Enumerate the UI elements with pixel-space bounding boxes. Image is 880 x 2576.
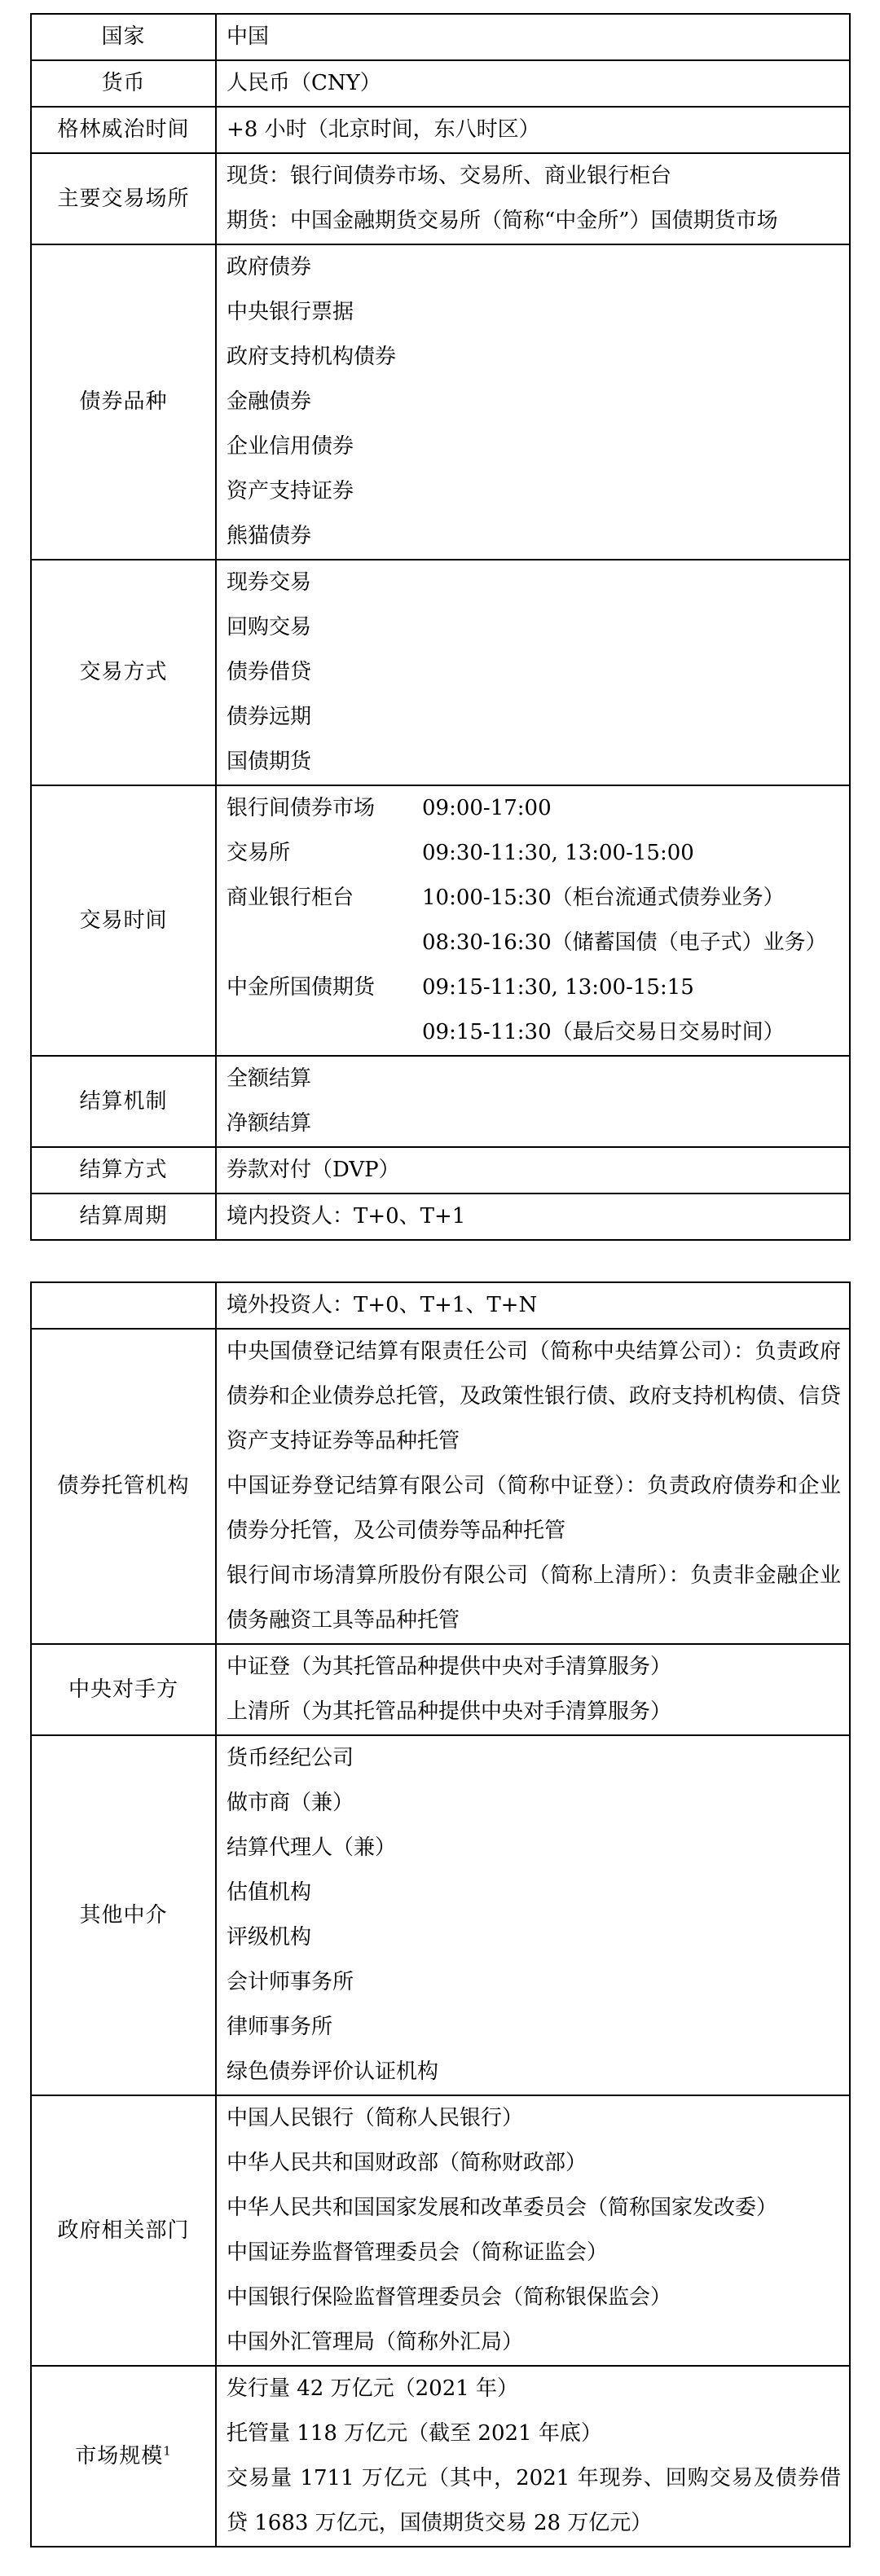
row-venues: [31, 153, 850, 244]
market-size-values: [216, 2366, 850, 2547]
market-name: 商业银行柜台: [227, 886, 354, 910]
list-item: 结算代理人（兼）: [227, 1835, 397, 1860]
government-label: 政府相关部门: [31, 2095, 216, 2366]
list-item: 中华人民共和国财政部（简称财政部）: [227, 2151, 587, 2175]
gmt-label: 格林威治时间: [31, 107, 216, 153]
list-item: 净额结算: [227, 1111, 312, 1136]
currency-value: 人民币（CNY）: [216, 60, 850, 107]
trading-hours-row: [227, 921, 841, 965]
market-time: 09:00-17:00: [422, 796, 552, 820]
row-trading-hours: [31, 785, 850, 1056]
list-item: 托管量 118 万亿元（截至 2021 年底）: [227, 2421, 602, 2446]
list-item: 货币经纪公司: [227, 1746, 354, 1770]
row-trade-methods: [31, 560, 850, 785]
list-item: 回购交易: [227, 615, 312, 640]
list-item: 现货：银行间债券市场、交易所、商业银行柜台: [227, 164, 672, 188]
market-name: [227, 1010, 422, 1055]
trading-hours-row: [227, 831, 841, 876]
market-size-label: 市场规模: [75, 2443, 164, 2468]
row-custody: [31, 1329, 850, 1644]
row-settlement-cycle-cont: [31, 1282, 850, 1329]
country-value: 中国: [216, 14, 850, 60]
settlement-mechanism-label: 结算机制: [31, 1056, 216, 1147]
ccp-values: [216, 1644, 850, 1735]
venues-label: 主要交易场所: [31, 153, 216, 244]
list-item: 政府支持机构债券: [227, 345, 397, 369]
settlement-method-label: 结算方式: [31, 1147, 216, 1193]
settlement-cycle-label: 结算周期: [31, 1193, 216, 1240]
trade-methods-values: [216, 560, 850, 785]
list-item: 估值机构: [227, 1880, 312, 1905]
row-settlement-cycle: [31, 1193, 850, 1240]
row-intermediaries: [31, 1735, 850, 2095]
list-item: 中证登（为其托管品种提供中央对手清算服务）: [227, 1655, 672, 1679]
row-settlement-method: [31, 1147, 850, 1193]
intermediaries-label: 其他中介: [31, 1735, 216, 2095]
market-time: 09:15-11:30, 13:00-15:15: [422, 975, 694, 1000]
market-size-paragraph: 交易量 1711 万亿元（其中，2021 年现券、回购交易及债券借贷 1683 万亿元，国债期货交易 28 万亿元）: [227, 2466, 841, 2535]
list-item: 中国人民银行（简称人民银行）: [227, 2106, 524, 2130]
trading-hours-values: [216, 785, 850, 1056]
footnote-marker: 1: [163, 2442, 172, 2458]
row-country: [31, 14, 850, 60]
settlement-cycle-cont-value: 境外投资人：T+0、T+1、T+N: [216, 1282, 850, 1329]
row-market-size: [31, 2366, 850, 2547]
list-item: 资产支持证券: [227, 479, 354, 503]
list-item: 熊猫债券: [227, 524, 312, 548]
bond-types-label: 债券品种: [31, 244, 216, 560]
list-item: 企业信用债券: [227, 434, 354, 459]
custody-label: 债券托管机构: [31, 1329, 216, 1644]
settlement-cycle-value: 境内投资人：T+0、T+1: [216, 1193, 850, 1240]
market-size-label-cell: [31, 2366, 216, 2547]
market-info-table-1: [30, 13, 851, 1241]
bond-types-values: [216, 244, 850, 560]
row-ccp: [31, 1644, 850, 1735]
trading-hours-row: [227, 786, 841, 831]
list-item: 发行量 42 万亿元（2021 年）: [227, 2376, 519, 2401]
custody-paragraph: 中央国债登记结算有限责任公司（简称中央结算公司）：负责政府债券和企业债券总托管，及政策性银行债、政府支持机构债、信贷资产支持证券等品种托管: [227, 1339, 842, 1453]
list-item: 金融债券: [227, 389, 312, 414]
market-name: 中金所国债期货: [227, 975, 376, 1000]
list-item: 中国证券监督管理委员会（简称证监会）: [227, 2240, 609, 2265]
list-item: 现券交易: [227, 570, 312, 595]
list-item: 债券远期: [227, 705, 312, 729]
list-item: 律师事务所: [227, 2015, 333, 2039]
market-time: 08:30-16:30（储蓄国债（电子式）业务）: [422, 930, 827, 955]
row-gmt: [31, 107, 850, 153]
custody-paragraph: 银行间市场清算所股份有限公司（简称上清所）：负责非金融企业债务融资工具等品种托管: [227, 1563, 841, 1633]
custody-values: [216, 1329, 850, 1644]
government-values: [216, 2095, 850, 2366]
settlement-cycle-cont-label: [31, 1282, 216, 1329]
settlement-mechanism-values: [216, 1056, 850, 1147]
gmt-value: +8 小时（北京时间，东八时区）: [216, 107, 850, 153]
list-item: 债券借贷: [227, 660, 312, 684]
venues-values: [216, 153, 850, 244]
list-item: 期货：中国金融期货交易所（简称“中金所”）国债期货市场: [227, 209, 778, 233]
settlement-method-value: 券款对付（DVP）: [216, 1147, 850, 1193]
market-name: 银行间债券市场: [227, 796, 376, 820]
ccp-label: 中央对手方: [31, 1644, 216, 1735]
list-item: 政府债券: [227, 255, 312, 279]
row-currency: [31, 60, 850, 107]
trading-hours-row: [227, 1010, 841, 1055]
list-item: 评级机构: [227, 1925, 312, 1950]
market-time: 09:15-11:30（最后交易日交易时间）: [422, 1020, 785, 1044]
trading-hours-row: [227, 965, 841, 1010]
row-bond-types: [31, 244, 850, 560]
list-item: 中华人民共和国国家发展和改革委员会（简称国家发改委）: [227, 2196, 778, 2220]
intermediaries-values: [216, 1735, 850, 2095]
trade-methods-label: 交易方式: [31, 560, 216, 785]
market-time: 10:00-15:30（柜台流通式债券业务）: [422, 886, 785, 910]
list-item: 绿色债券评价认证机构: [227, 2059, 439, 2084]
list-item: 中央银行票据: [227, 300, 354, 324]
custody-paragraph: 中国证券登记结算有限公司（简称中证登）：负责政府债券和企业债券分托管，及公司债券等品种托管: [227, 1474, 841, 1543]
row-settlement-mechanism: [31, 1056, 850, 1147]
list-item: 国债期货: [227, 750, 312, 774]
list-item: 中国外汇管理局（简称外汇局）: [227, 2330, 524, 2354]
market-time: 09:30-11:30, 13:00-15:00: [422, 841, 694, 865]
country-label: 国家: [31, 14, 216, 60]
market-name: [227, 921, 422, 965]
list-item: 上清所（为其托管品种提供中央对手清算服务）: [227, 1699, 672, 1724]
trading-hours-label: 交易时间: [31, 785, 216, 1056]
list-item: 全额结算: [227, 1066, 312, 1091]
currency-label: 货币: [31, 60, 216, 107]
trading-hours-row: [227, 876, 841, 921]
list-item: 会计师事务所: [227, 1970, 354, 1994]
market-info-table-2: [30, 1281, 851, 2547]
list-item: 中国银行保险监督管理委员会（简称银保监会）: [227, 2285, 672, 2310]
list-item: 做市商（兼）: [227, 1791, 354, 1815]
row-government: [31, 2095, 850, 2366]
market-name: 交易所: [227, 841, 291, 865]
